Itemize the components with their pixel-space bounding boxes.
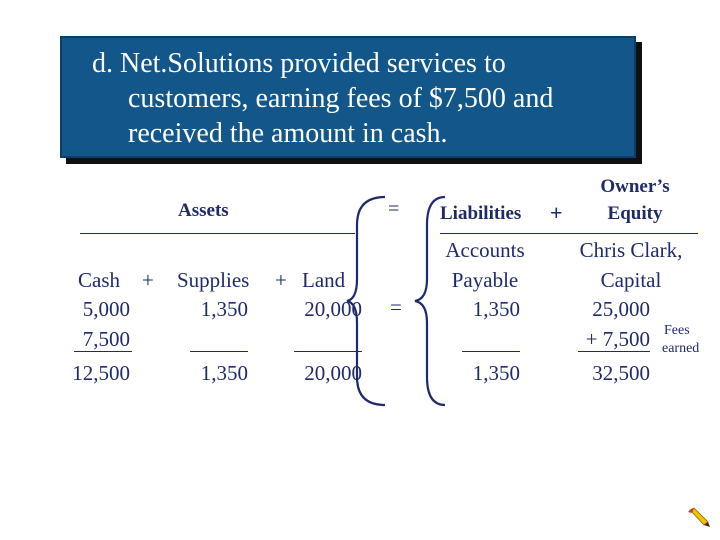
ap-column-title-line-1: Accounts	[445, 238, 525, 262]
header-plus: +	[550, 200, 563, 225]
supplies-new-balance: 1,350	[200, 361, 248, 385]
fees-earned-note-line-2: earned	[662, 341, 700, 356]
banner-text	[92, 46, 632, 151]
ap-underline	[462, 351, 520, 352]
supplies-underline	[190, 351, 248, 352]
supplies-column-title: Supplies	[177, 268, 250, 292]
cash-underline	[74, 351, 132, 352]
owners-equity-header-line-1: Owner’s	[600, 176, 670, 197]
cash-column-title: Cash	[78, 268, 120, 292]
pencil-icon[interactable]	[686, 506, 712, 528]
transaction-banner	[60, 36, 636, 158]
assets-header-rule	[80, 233, 355, 234]
capital-underline	[578, 351, 650, 352]
capital-column-title-line-1: Chris Clark,	[579, 238, 683, 262]
row-equals: =	[390, 295, 402, 319]
cash-balance: 5,000	[82, 297, 130, 321]
liabilities-header: Liabilities	[440, 203, 522, 224]
capital-column-title-line-2: Capital	[600, 268, 662, 292]
plus-2: +	[275, 268, 287, 292]
liab-equity-header-rule	[440, 233, 698, 234]
ap-balance: 1,350	[472, 297, 520, 321]
land-new-balance: 20,000	[304, 361, 362, 385]
supplies-balance: 1,350	[200, 297, 248, 321]
capital-balance: 25,000	[592, 297, 650, 321]
cash-new-balance: 12,500	[72, 361, 130, 385]
plus-1: +	[142, 268, 154, 292]
fees-earned-note-line-1: Fees	[664, 323, 690, 338]
banner-line-3: received the amount in cash.	[128, 118, 448, 149]
banner-line-1: d. Net.Solutions provided services to	[92, 48, 506, 79]
banner-line-2: customers, earning fees of $7,500 and	[128, 83, 554, 114]
header-equals: =	[388, 198, 400, 220]
capital-transaction: + 7,500	[585, 327, 650, 351]
land-underline	[294, 351, 362, 352]
cash-transaction: 7,500	[82, 327, 130, 351]
land-balance: 20,000	[304, 297, 362, 321]
ap-column-title-line-2: Payable	[451, 268, 519, 292]
owners-equity-header-line-2: Equity	[607, 203, 663, 224]
assets-header: Assets	[178, 200, 229, 221]
land-column-title: Land	[302, 268, 346, 292]
ap-new-balance: 1,350	[472, 361, 520, 385]
capital-new-balance: 32,500	[592, 361, 650, 385]
